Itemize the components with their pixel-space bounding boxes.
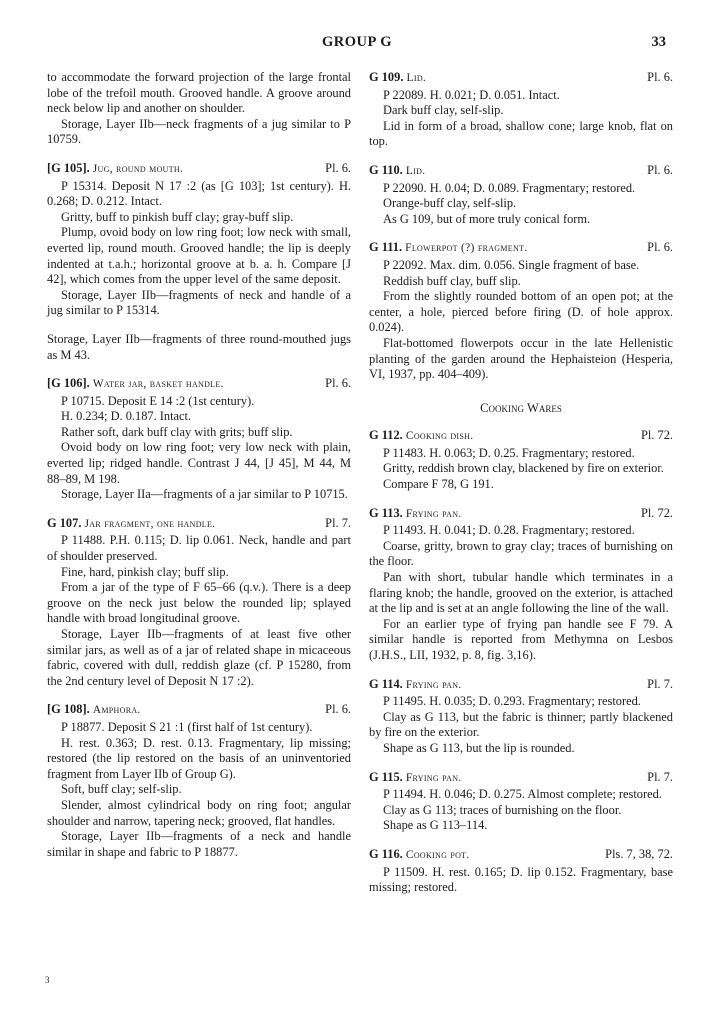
entry-paragraph: P 11488. P.H. 0.115; D. lip 0.061. Neck, handle and part of shoulder preserved. <box>47 533 351 564</box>
entry-paragraph: From a jar of the type of F 65–66 (q.v.). There is a deep groove on the neck just below the rounded lip; splayed handle with broad longitudinal groove. <box>47 580 351 626</box>
entry-heading <box>369 428 673 445</box>
entry-paragraph: Compare F 78, G 191. <box>383 477 494 492</box>
plate-reference: Pl. 6. <box>647 240 673 255</box>
entry-paragraph: P 11493. H. 0.041; D. 0.28. Fragmentary; restored. <box>383 523 635 538</box>
entry-paragraph: Storage, Layer IIb—fragments of at least five other similar jars, as well as of a jar of related shape in micaceous fabric, covered with dull, reddish glaze (cf. P 15280, from the 2nd century level of Deposit N 17 :2). <box>47 627 351 688</box>
entry-paragraph: As G 109, but of more truly conical form. <box>383 211 591 226</box>
plate-reference: Pl. 6. <box>647 70 673 84</box>
entry-paragraph: Fine, hard, pinkish clay; buff slip. <box>61 564 229 579</box>
entry-paragraph: Slender, almost cylindrical body on ring foot; angular shoulder and narrow, tapering neck; grooved, flat handles. <box>47 797 351 828</box>
entry-paragraph: Dark buff clay, self-slip. <box>383 103 504 118</box>
catalog-entry-g110 <box>369 163 673 227</box>
entry-paragraph: Clay as G 113; traces of burnishing on the floor. <box>383 802 622 817</box>
entry-heading <box>47 376 351 393</box>
entry-paragraph: From the slightly rounded bottom of an open pot; at the center, a hole, pierced before firing (D. of hole approx. 0.024). <box>369 289 673 335</box>
catalog-entry-g113 <box>369 506 673 664</box>
catalog-entry-g111 <box>369 240 673 382</box>
catalog-entry-g115 <box>369 770 673 834</box>
entry-paragraph: P 10715. Deposit E 14 :2 (1st century). <box>61 393 255 408</box>
entry-paragraph: P 22092. Max. dim. 0.056. Single fragment of base. <box>383 257 640 272</box>
signature-mark: 3 <box>45 975 50 985</box>
entry-paragraph: Gritty, reddish brown clay, blackened by fire on exterior. <box>383 461 664 476</box>
catalog-entry-g114 <box>369 677 673 757</box>
plate-reference: Pl. 7. <box>325 515 351 530</box>
entry-heading <box>369 240 673 257</box>
entry-title: Frying pan. <box>405 678 462 691</box>
entry-number: G 113. <box>369 505 403 520</box>
left-column <box>47 70 351 873</box>
plate-reference: Pl. 6. <box>325 376 351 391</box>
storage-note: Storage, Layer IIb—fragments of three round-mouthed jugs as M 43. <box>47 331 351 362</box>
entry-paragraph: P 15314. Deposit N 17 :2 (as [G 103]; 1st century). H. 0.268; D. 0.212. Intact. <box>47 178 351 209</box>
entry-paragraph: Lid in form of a broad, shallow cone; large knob, flat on top. <box>369 118 673 149</box>
entry-paragraph: Shape as G 113–114. <box>383 818 488 833</box>
right-column <box>369 70 673 909</box>
plate-reference: Pl. 6. <box>647 162 673 177</box>
entry-paragraph: P 18877. Deposit S 21 :1 (first half of 1st century). <box>61 719 313 734</box>
entry-paragraph: P 11483. H. 0.063; D. 0.25. Fragmentary; restored. <box>383 445 635 460</box>
entry-heading <box>369 677 673 694</box>
entry-heading <box>47 702 351 719</box>
entry-number: [G 105]. <box>47 160 90 175</box>
entry-number: G 114. <box>369 676 403 691</box>
entry-title: Amphora. <box>92 704 141 717</box>
entry-number: G 110. <box>369 162 403 177</box>
entry-number: G 112. <box>369 428 403 443</box>
entry-heading <box>369 70 673 87</box>
entry-paragraph: P 22090. H. 0.04; D. 0.089. Fragmentary; restored. <box>383 180 636 195</box>
entry-number: G 107. <box>47 515 82 530</box>
entry-paragraph: Reddish buff clay, buff slip. <box>383 273 521 288</box>
plate-reference: Pls. 7, 38, 72. <box>605 846 673 861</box>
entry-paragraph: H. rest. 0.363; D. rest. 0.13. Fragmentary, lip missing; restored (the lip restored on the basis of an uninventoried fragment from Layer IIb of Group G). <box>47 735 351 781</box>
entry-paragraph: P 22089. H. 0.021; D. 0.051. Intact. <box>383 87 560 102</box>
entry-paragraph: H. 0.234; D. 0.187. Intact. <box>61 409 192 424</box>
entry-title: Cooking dish. <box>405 430 474 443</box>
catalog-entry-g108 <box>47 702 351 860</box>
entry-heading <box>369 163 673 180</box>
entry-paragraph: Plump, ovoid body on low ring foot; low neck with small, everted lip, round mouth. Grooved handle; the lip is deeply indented at t.a.h.; horizontal groove at b. a. h. Compare [J 42], which comes from the upper level of the same deposit. <box>47 225 351 287</box>
entry-number: G 109. <box>369 70 404 84</box>
entry-heading <box>369 506 673 523</box>
entry-title: Lid. <box>406 72 427 84</box>
entry-paragraph: Rather soft, dark buff clay with grits; buff slip. <box>61 424 293 439</box>
entry-number: G 115. <box>369 769 403 784</box>
entry-number: [G 106]. <box>47 376 90 391</box>
plate-reference: Pl. 6. <box>325 160 351 175</box>
entry-title: Cooking pot. <box>405 848 470 861</box>
storage-note: Storage, Layer IIb—neck fragments of a jug similar to P 10759. <box>47 116 351 147</box>
plate-reference: Pl. 6. <box>325 702 351 717</box>
entry-paragraph: Gritty, buff to pinkish buff clay; gray-buff slip. <box>61 209 294 224</box>
entry-title: Lid. <box>405 164 426 177</box>
entry-paragraph: Flat-bottomed flowerpots occur in the late Hellenistic planting of the garden around the Hephaisteion (Hesperia, VI, 1937, pp. 404–409). <box>369 335 673 382</box>
catalog-entry-g105 <box>47 161 351 319</box>
entry-title: Jar fragment, one handle. <box>84 517 216 530</box>
plate-reference: Pl. 72. <box>640 428 673 443</box>
entry-heading <box>369 770 673 787</box>
plate-reference: Pl. 72. <box>640 505 673 520</box>
entry-title: Frying pan. <box>405 771 462 784</box>
entry-paragraph: Coarse, gritty, brown to gray clay; traces of burnishing on the floor. <box>369 538 673 569</box>
entry-number: G 116. <box>369 846 403 861</box>
entry-heading <box>47 516 351 533</box>
continuation-paragraph: to accommodate the forward projection of the large frontal lobe of the trefoil mouth. Grooved handle. A groove around neck below lip and another on shoulder. <box>47 70 351 116</box>
entry-paragraph: Shape as G 113, but the lip is rounded. <box>383 740 575 755</box>
plate-reference: Pl. 7. <box>647 676 673 691</box>
entry-paragraph: Ovoid body on low ring foot; very low neck with plain, everted lip; ridged handle. Contrast J 44, [J 45], M 44, M 88–89, M 198. <box>47 440 351 486</box>
catalog-entry-g106 <box>47 376 351 503</box>
entry-paragraph: P 11495. H. 0.035; D. 0.293. Fragmentary; restored. <box>383 694 641 709</box>
section-heading: Cooking Wares <box>480 400 562 415</box>
entry-paragraph: Orange-buff clay, self-slip. <box>383 196 517 211</box>
running-head: GROUP G <box>322 34 392 50</box>
entry-paragraph: Storage, Layer IIa—fragments of a jar similar to P 10715. <box>61 487 348 502</box>
entry-paragraph: Storage, Layer IIb—fragments of neck and handle of a jug similar to P 15314. <box>47 287 351 318</box>
entry-paragraph: Storage, Layer IIb—fragments of a neck and handle similar in shape and fabric to P 18877. <box>47 829 351 859</box>
catalog-entry-g107 <box>47 516 351 690</box>
entry-number: G 111. <box>369 240 403 255</box>
entry-paragraph: Clay as G 113, but the fabric is thinner; partly blackened by fire on the exterior. <box>369 709 673 740</box>
entry-title: Flowerpot (?) fragment. <box>405 242 528 255</box>
entry-heading <box>47 161 351 178</box>
catalog-entry-g109 <box>369 70 673 150</box>
page-header <box>0 34 714 54</box>
entry-paragraph: P 11494. H. 0.046; D. 0.275. Almost complete; restored. <box>383 787 662 802</box>
entry-paragraph: For an earlier type of frying pan handle see F 79. A similar handle is reported from Methymna on Lesbos (J.H.S., LII, 1932, p. 8, fig. 3,16). <box>369 616 673 662</box>
entry-paragraph: Soft, buff clay; self-slip. <box>61 782 182 797</box>
entry-title: Water jar, basket handle. <box>92 378 224 391</box>
entry-paragraph: P 11509. H. rest. 0.165; D. lip 0.152. Fragmentary, base missing; restored. <box>369 864 673 895</box>
catalog-entry-g112 <box>369 428 673 492</box>
catalog-entry-g116 <box>369 847 673 896</box>
plate-reference: Pl. 7. <box>647 769 673 784</box>
entry-title: Frying pan. <box>405 507 462 520</box>
entry-heading <box>369 847 673 864</box>
entry-title: Jug, round mouth. <box>92 162 184 175</box>
entry-number: [G 108]. <box>47 702 90 717</box>
page-number: 33 <box>651 34 666 50</box>
entry-paragraph: Pan with short, tubular handle which terminates in a flaring knob; the handle, grooved on the exterior, is attached at the lip and is set at an angle following the line of the wall. <box>369 570 673 616</box>
